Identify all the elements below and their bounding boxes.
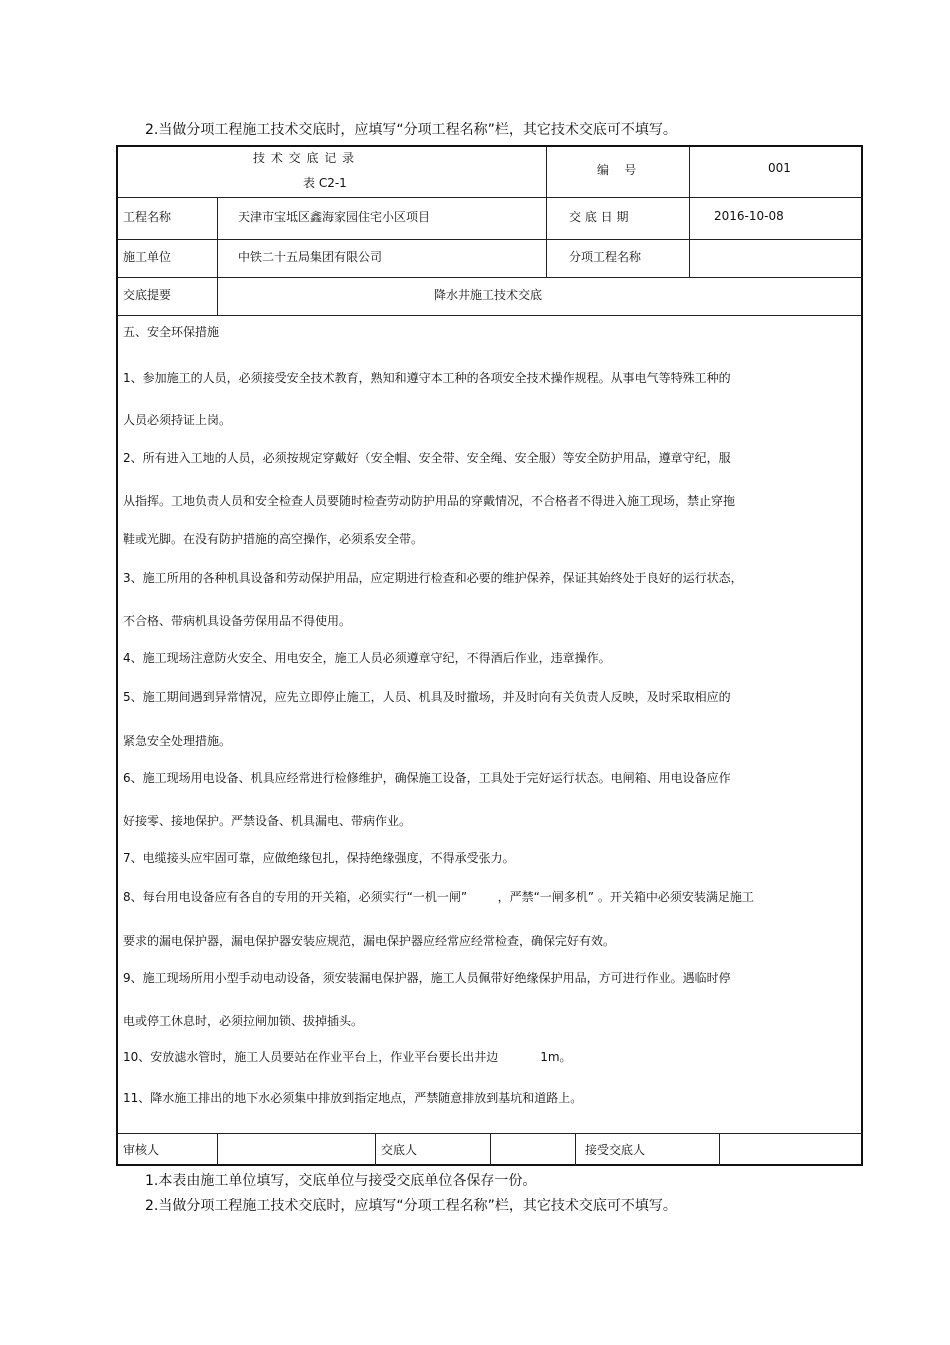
- body-line: 8、每台用电设备应有各自的专用的开关箱，必须实行“一机一闸” ，严禁“一闸多机” 。开关箱中必须安装满足施工: [123, 890, 754, 904]
- disclosure-date-value: 2016-10-08: [714, 209, 784, 223]
- note-top: 2.当做分项工程施工技术交底时，应填写“分项工程名称”栏，其它技术交底可不填写。: [145, 122, 677, 138]
- receiver-label: 接受交底人: [585, 1143, 646, 1157]
- construction-unit-label: 施工单位: [123, 250, 172, 264]
- row-divider: [118, 239, 863, 240]
- body-line: 9、施工现场所用小型手动电动设备，须安装漏电保护器，施工人员佩带好绝缘保护用品，方可进行作业。遇临时停: [123, 971, 731, 985]
- body-line: 2、所有进入工地的人员，必须按规定穿戴好（安全帽、安全带、安全绳、安全服）等安全防护用品，遵章守纪，服: [123, 451, 731, 465]
- col-divider: [546, 147, 547, 278]
- body-line: 3、施工所用的各种机具设备和劳动保护用品，应定期进行检查和必要的维护保养，保证其始终处于良好的运行状态，: [123, 571, 743, 585]
- serial-label: 编 号: [597, 163, 637, 177]
- form-number: 表 C2-1: [303, 176, 347, 190]
- project-name-value: 天津市宝坻区鑫海家园住宅小区项目: [238, 210, 431, 224]
- body-line: 电或停工休息时，必须拉闸加锁、拔掉插头。: [123, 1014, 364, 1028]
- body-line: 要求的漏电保护器，漏电保护器安装应规范，漏电保护器应经常应经常检查，确保完好有效。: [123, 934, 616, 948]
- reviewer-label: 审核人: [123, 1143, 160, 1157]
- construction-unit-value: 中铁二十五局集团有限公司: [238, 250, 383, 264]
- summary-value: 降水井施工技术交底: [434, 288, 543, 302]
- col-divider: [490, 1134, 491, 1166]
- row-divider: [118, 277, 863, 278]
- body-line: 紧急安全处理措施。: [123, 734, 232, 748]
- note-bottom-1: 1.本表由施工单位填写，交底单位与接受交底单位各保存一份。: [145, 1173, 537, 1189]
- section-heading: 五、安全环保措施: [123, 325, 220, 339]
- project-name-label: 工程名称: [123, 210, 172, 224]
- form-title: 技 术 交 底 记 录: [253, 151, 356, 165]
- note-bottom-2: 2.当做分项工程施工技术交底时，应填写“分项工程名称”栏，其它技术交底可不填写。: [145, 1198, 677, 1214]
- subproject-name-label: 分项工程名称: [569, 250, 642, 264]
- body-line: 鞋或光脚。在没有防护措施的高空操作，必须系安全带。: [123, 532, 424, 546]
- disclosure-date-label: 交 底 日 期: [569, 210, 629, 224]
- body-line: 不合格、带病机具设备劳保用品不得使用。: [123, 614, 352, 628]
- summary-label: 交底提要: [123, 288, 172, 302]
- col-divider: [217, 1134, 218, 1166]
- body-line: 11、降水施工排出的地下水必须集中排放到指定地点，严禁随意排放到基坑和道路上。: [123, 1091, 583, 1105]
- body-line: 7、电缆接头应牢固可靠，应做绝缘包扎，保持绝缘强度，不得承受张力。: [123, 851, 515, 865]
- body-line: 10、安放滤水管时，施工人员要站在作业平台上，作业平台要长出井边 1m。: [123, 1050, 572, 1064]
- col-divider: [217, 198, 218, 316]
- serial-value: 001: [768, 161, 791, 175]
- col-divider: [689, 147, 690, 278]
- col-divider: [575, 1134, 576, 1166]
- col-divider: [719, 1134, 720, 1166]
- body-line: 4、施工现场注意防火安全、用电安全，施工人员必须遵章守纪，不得酒后作业，违章操作。: [123, 651, 611, 665]
- body-line: 1、参加施工的人员，必须接受安全技术教育，熟知和遵守本工种的各项安全技术操作规程。从事电气等特殊工种的: [123, 371, 731, 385]
- body-line: 人员必须持证上岗。: [123, 413, 232, 427]
- row-divider: [118, 315, 863, 316]
- row-divider: [118, 197, 863, 198]
- body-line: 从指挥。工地负责人员和安全检查人员要随时检查劳动防护用品的穿戴情况，不合格者不得进入施工现场，禁止穿拖: [123, 494, 736, 508]
- presenter-label: 交底人: [381, 1143, 418, 1157]
- disclosure-form: [116, 145, 863, 1166]
- body-line: 5、施工期间遇到异常情况，应先立即停止施工，人员、机具及时撤场，并及时向有关负责人反映，及时采取相应的: [123, 690, 731, 704]
- col-divider: [375, 1134, 376, 1166]
- body-line: 好接零、接地保护。严禁设备、机具漏电、带病作业。: [123, 814, 412, 828]
- body-line: 6、施工现场用电设备、机具应经常进行检修维护，确保施工设备，工具处于完好运行状态。电闸箱、用电设备应作: [123, 771, 731, 785]
